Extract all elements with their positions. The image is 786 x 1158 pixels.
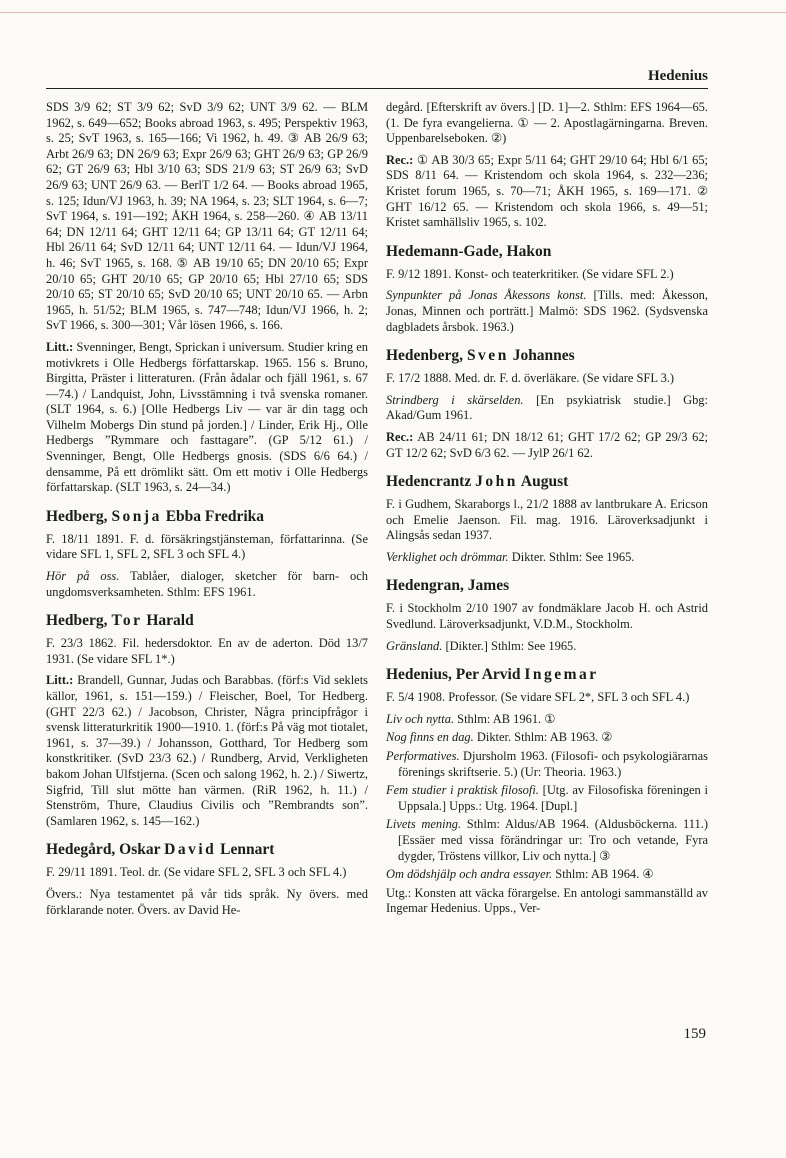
- entry-hedenberg: [386, 347, 708, 461]
- work-item: Liv och nytta. Sthlm: AB 1961. ①: [386, 711, 556, 726]
- translation-continued: degård. [Efterskrift av övers.] [D. 1]—2. Sthlm: EFS 1964—65. (1. De fyra evangelierna. ① — 2. Apostlagärningarna. Breven. Uppenbarelseboken. ②): [386, 100, 708, 146]
- entry-heading: Hedencrantz John August: [386, 473, 569, 491]
- entry-bio: F. 9/12 1891. Konst- och teaterkritiker. (Se vidare SFL 2.): [386, 266, 674, 281]
- work-item: Performatives. Djursholm 1963. (Filosofi- och psykologiärarnas förenings skriftserie. 5.) (Ur: Theoria. 1963.): [386, 749, 708, 779]
- left-column: [46, 100, 368, 924]
- entry-bio: F. 17/2 1888. Med. dr. F. d. överläkare. (Se vidare SFL 3.): [386, 371, 675, 386]
- running-head: Hedenius: [647, 68, 708, 84]
- entry-bio: F. 5/4 1908. Professor. (Se vidare SFL 2*, SFL 3 och SFL 4.): [386, 690, 690, 705]
- entry-heading: Hedenius, Per Arvid Ingemar: [386, 666, 599, 684]
- translation-text: Övers.: Nya testamentet på vår tids språk. Ny övers. med förklarande noter. Övers. av David He-: [46, 886, 368, 917]
- entry-bio: F. i Gudhem, Skaraborgs l., 21/2 1888 av lantbrukare A. Ericson och Emelie Jaenson. Fil. mag. 1916. Läroverksadjunkt i Alingsås sedan 1937.: [386, 497, 708, 543]
- entry-hedberg-tor: [46, 612, 368, 829]
- page-header: [46, 66, 708, 89]
- entry-heading: Hedenberg, Sven Johannes: [386, 347, 575, 365]
- entry-bio: F. 29/11 1891. Teol. dr. (Se vidare SFL 2, SFL 3 och SFL 4.): [46, 865, 347, 880]
- entry-continuation: [46, 100, 368, 496]
- entry-work: Synpunkter på Jonas Åkessons konst. [Tills. med: Åkesson, Jonas, Minnen och porträtt.] Malmö: SDS 1962. (Sydsvenska dagbladets årsbok. 1963.): [386, 288, 708, 334]
- entry-hedemann-gade: [386, 243, 708, 335]
- work-item: Nog finns en dag. Dikter. Sthlm: AB 1963. ②: [386, 730, 613, 745]
- entry-heading: Hedemann-Gade, Hakon: [386, 242, 552, 260]
- entry-bio: F. 18/11 1891. F. d. försäkringstjänsteman, författarinna. (Se vidare SFL 1, SFL 2, SFL 3 och SFL 4.): [46, 531, 368, 562]
- entry-hedegard: [46, 841, 368, 918]
- entry-bio: F. i Stockholm 2/10 1907 av fondmäklare Jacob H. och Astrid Svedlund. Läroverksadjunkt, V.D.M., Stockholm.: [386, 601, 708, 632]
- entry-work: Gränsland. [Dikter.] Sthlm: See 1965.: [386, 638, 577, 653]
- entry-hedberg-sonja: [46, 508, 368, 600]
- right-column: [386, 100, 708, 923]
- work-item: Livets mening. Sthlm: Aldus/AB 1964. (Aldusböckerna. 111.) [Essäer med vissa förändringar ur: Tro och vetande, Fyra dygder, Tröstens villkor, Liv och nytta.] ③: [386, 817, 708, 863]
- reviews-text: Rec.: ① AB 30/3 65; Expr 5/11 64; GHT 29/10 64; Hbl 6/1 65; SDS 8/11 64. — Kristendom och skola 1964, s. 232—236; Kristet forum 1965, s. 70—71; ÅKH 1965, s. 169—171. ② GHT 16/12 65. — Kristendom och skola 1966, s. 49—51; Kristet samhällsliv 1965, s. 102.: [386, 152, 708, 230]
- entry-bio: F. 23/3 1862. Fil. hedersdoktor. En av de aderton. Död 13/7 1931. (Se vidare SFL 1*.): [46, 636, 368, 666]
- work-item: Om dödshjälp och andra essayer. Sthlm: AB 1964. ④: [386, 867, 654, 882]
- literature-text: Litt.: Brandell, Gunnar, Judas och Barabbas. (förf:s Vid seklets källor, 1961, s. 151—159.) / Fleischer, Boel, Tor Hedberg. (GHT 22/3 62.) / Jacobson, Christer, Några principfrågor i svensk litteraturkritik 1900—1910. 1. (förf:s På väg mot tiotalet, 1961, s. 37—39.) / Johansson, Gotthard, Tor Hedberg som konstkritiker. (SvD 23/3 62.) / Rundberg, Arvid, Verkligheten bakom Johan Ulfstjerna. (Scen och salong 1962, h. 2.) / Siwertz, Sigfrid, Till slut mötte han värmen. (RiR 1962, h. 11.) / Stenström, Thure, Claudius Civilis och ”Rembrandts son”. (Samlaren 1962, s. 145—162.): [46, 673, 368, 828]
- editor-text: Utg.: Konsten att väcka förargelse. En antologi sammanställd av Ingemar Hedenius. Upps., Ver-: [386, 885, 708, 916]
- reviews-text: SDS 3/9 62; ST 3/9 62; SvD 3/9 62; UNT 3/9 62. — BLM 1962, s. 649—652; Books abroad 1963, s. 495; Perspektiv 1963, s. 25; SvT 1963, s. 165—166; Vi 1962, h. 49. ③ AB 26/9 63; Arbt 26/9 63; DN 26/9 63; Expr 26/9 63; GHT 26/9 63; GP 26/9 62; GT 26/9 63; Hbl 3/10 63; SDS 21/9 63; ST 26/9 63; SvD 26/9 63; UNT 26/9 63. — BerlT 1/2 64. — Books abroad 1965, s. 125; Idun/VJ 1963, h. 39; NA 1964, s. 23; SLT 1964, s. 6—7; SvT 1964, s. 191—192; ÅKH 1964, s. 258—260. ④ AB 13/11 64; DN 12/11 64; GHT 12/11 64; GP 13/11 64; GT 12/11 64; Hbl 26/11 64; SvD 12/11 64; UNT 12/11 64. — Idun/VJ 1964, h. 46; SvT 1965, s. 168. ⑤ AB 19/10 65; DN 20/10 65; Expr 20/10 65; GHT 20/10 65; GP 20/10 65; Hbl 27/10 65; SDS 20/10 65; ST 20/10 65; SvD 20/10 65; UNT 20/10 65. — Arbn 1965, h. 51/52; BLM 1965, s. 747—748; Idun/VJ 1966, h. 2; SvT 1966, s. 300—301; Vår lösen 1966, s. 166.: [46, 100, 368, 333]
- top-rule: [0, 12, 786, 13]
- entry-continuation: [386, 100, 708, 231]
- entry-heading: Hedberg, Sonja Ebba Fredrika: [46, 507, 265, 525]
- work-item: Fem studier i praktisk filosofi. [Utg. av Filosofiska föreningen i Uppsala.] Upps.: Utg. 1964. [Dupl.]: [386, 783, 708, 813]
- literature-text: Litt.: Svenninger, Bengt, Sprickan i universum. Studier kring en motivkrets i Olle Hedbergs författarskap. 1965. 156 s. Bruno, Birgitta, Präster i litteraturen. (Från ådalar och fjäll 1961, s. 67—74.) / Landquist, John, Livsstämning i två svenska romaner. (SLT 1964, s. 6.) [Olle Hedbergs Liv — var är din tagg och Vilhelm Mobergs Din stund på jorden.] / Linder, Erik Hj., Olle Hedbergs ”Rymmare och fasttagare”. (GP 5/12 61.) / Svenninger, Bengt, Olle Hedbergs gnosis. (SDS 6/6 64.) / densamme, På ett drömlikt sätt. Om ett motiv i Olle Hedbergs författarskap. (SLT 1963, s. 24—34.): [46, 339, 368, 495]
- entry-hedenius: [386, 666, 708, 917]
- entry-work: Strindberg i skärselden. [En psykiatrisk studie.] Gbg: Akad/Gum 1961.: [386, 392, 708, 423]
- reviews-text: Rec.: AB 24/11 61; DN 18/12 61; GHT 17/2 62; GP 29/3 62; GT 12/2 62; SvD 6/3 62. — JylP 26/1 62.: [386, 429, 708, 460]
- entry-hedencrantz: [386, 473, 708, 565]
- page-number: 159: [683, 1026, 706, 1042]
- entry-heading: Hedberg, Tor Harald: [46, 612, 194, 630]
- entry-heading: Hedegård, Oskar David Lennart: [46, 841, 275, 859]
- entry-hedengran: [386, 577, 708, 654]
- entry-work: Verklighet och drömmar. Dikter. Sthlm: See 1965.: [386, 549, 635, 564]
- entry-work: Hör på oss. Tablåer, dialoger, sketcher för barn- och ungdomsverksamheten. Sthlm: EFS 1961.: [46, 569, 368, 599]
- entry-heading: Hedengran, James: [386, 577, 510, 595]
